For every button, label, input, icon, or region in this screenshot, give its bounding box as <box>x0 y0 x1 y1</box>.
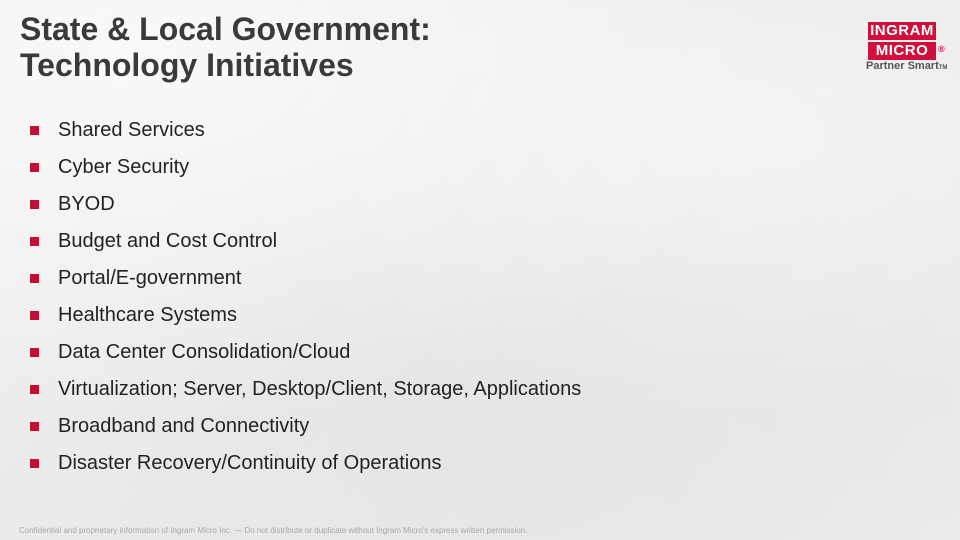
square-bullet-icon <box>30 311 39 320</box>
initiatives-list <box>30 112 581 482</box>
square-bullet-icon <box>30 237 39 246</box>
list-item <box>30 408 581 445</box>
trademark-mark: TM <box>938 65 948 71</box>
slide-title-line-2: Technology Initiatives <box>20 47 354 83</box>
list-item <box>30 445 581 482</box>
slide-title-line-1: State & Local Government: <box>20 11 431 47</box>
logo-tagline <box>866 60 947 74</box>
list-item-text: Virtualization; Server, Desktop/Client, Storage, Applications <box>58 378 582 400</box>
list-item-text: Broadband and Connectivity <box>58 415 310 437</box>
square-bullet-icon <box>30 348 39 357</box>
list-item-text: Cyber Security <box>58 156 190 178</box>
square-bullet-icon <box>30 385 39 394</box>
list-item <box>30 371 581 408</box>
slide-title <box>20 11 431 83</box>
square-bullet-icon <box>30 422 39 431</box>
list-item-text: Portal/E-government <box>58 267 242 289</box>
confidentiality-footer: Confidential and proprietary information of Ingram Micro Inc. — Do not distribute or duplicate without Ingram Micro's express written permission. <box>19 526 528 535</box>
list-item-text: Budget and Cost Control <box>58 230 278 252</box>
list-item <box>30 260 581 297</box>
list-item <box>30 186 581 223</box>
ingram-micro-logo <box>862 22 948 72</box>
logo-tagline-text: Partner Smart <box>866 60 939 72</box>
list-item-text: BYOD <box>58 193 115 215</box>
square-bullet-icon <box>30 459 39 468</box>
logo-ingram-text: INGRAM <box>868 22 936 40</box>
list-item-text: Data Center Consolidation/Cloud <box>58 341 351 363</box>
list-item-text: Disaster Recovery/Continuity of Operations <box>58 452 442 474</box>
list-item <box>30 149 581 186</box>
list-item <box>30 297 581 334</box>
square-bullet-icon <box>30 163 39 172</box>
list-item <box>30 334 581 371</box>
square-bullet-icon <box>30 126 39 135</box>
square-bullet-icon <box>30 274 39 283</box>
list-item <box>30 112 581 149</box>
registered-mark-icon: ® <box>938 44 945 54</box>
list-item <box>30 223 581 260</box>
list-item-text: Healthcare Systems <box>58 304 237 326</box>
square-bullet-icon <box>30 200 39 209</box>
list-item-text: Shared Services <box>58 119 205 141</box>
logo-micro-text: MICRO <box>868 42 936 60</box>
